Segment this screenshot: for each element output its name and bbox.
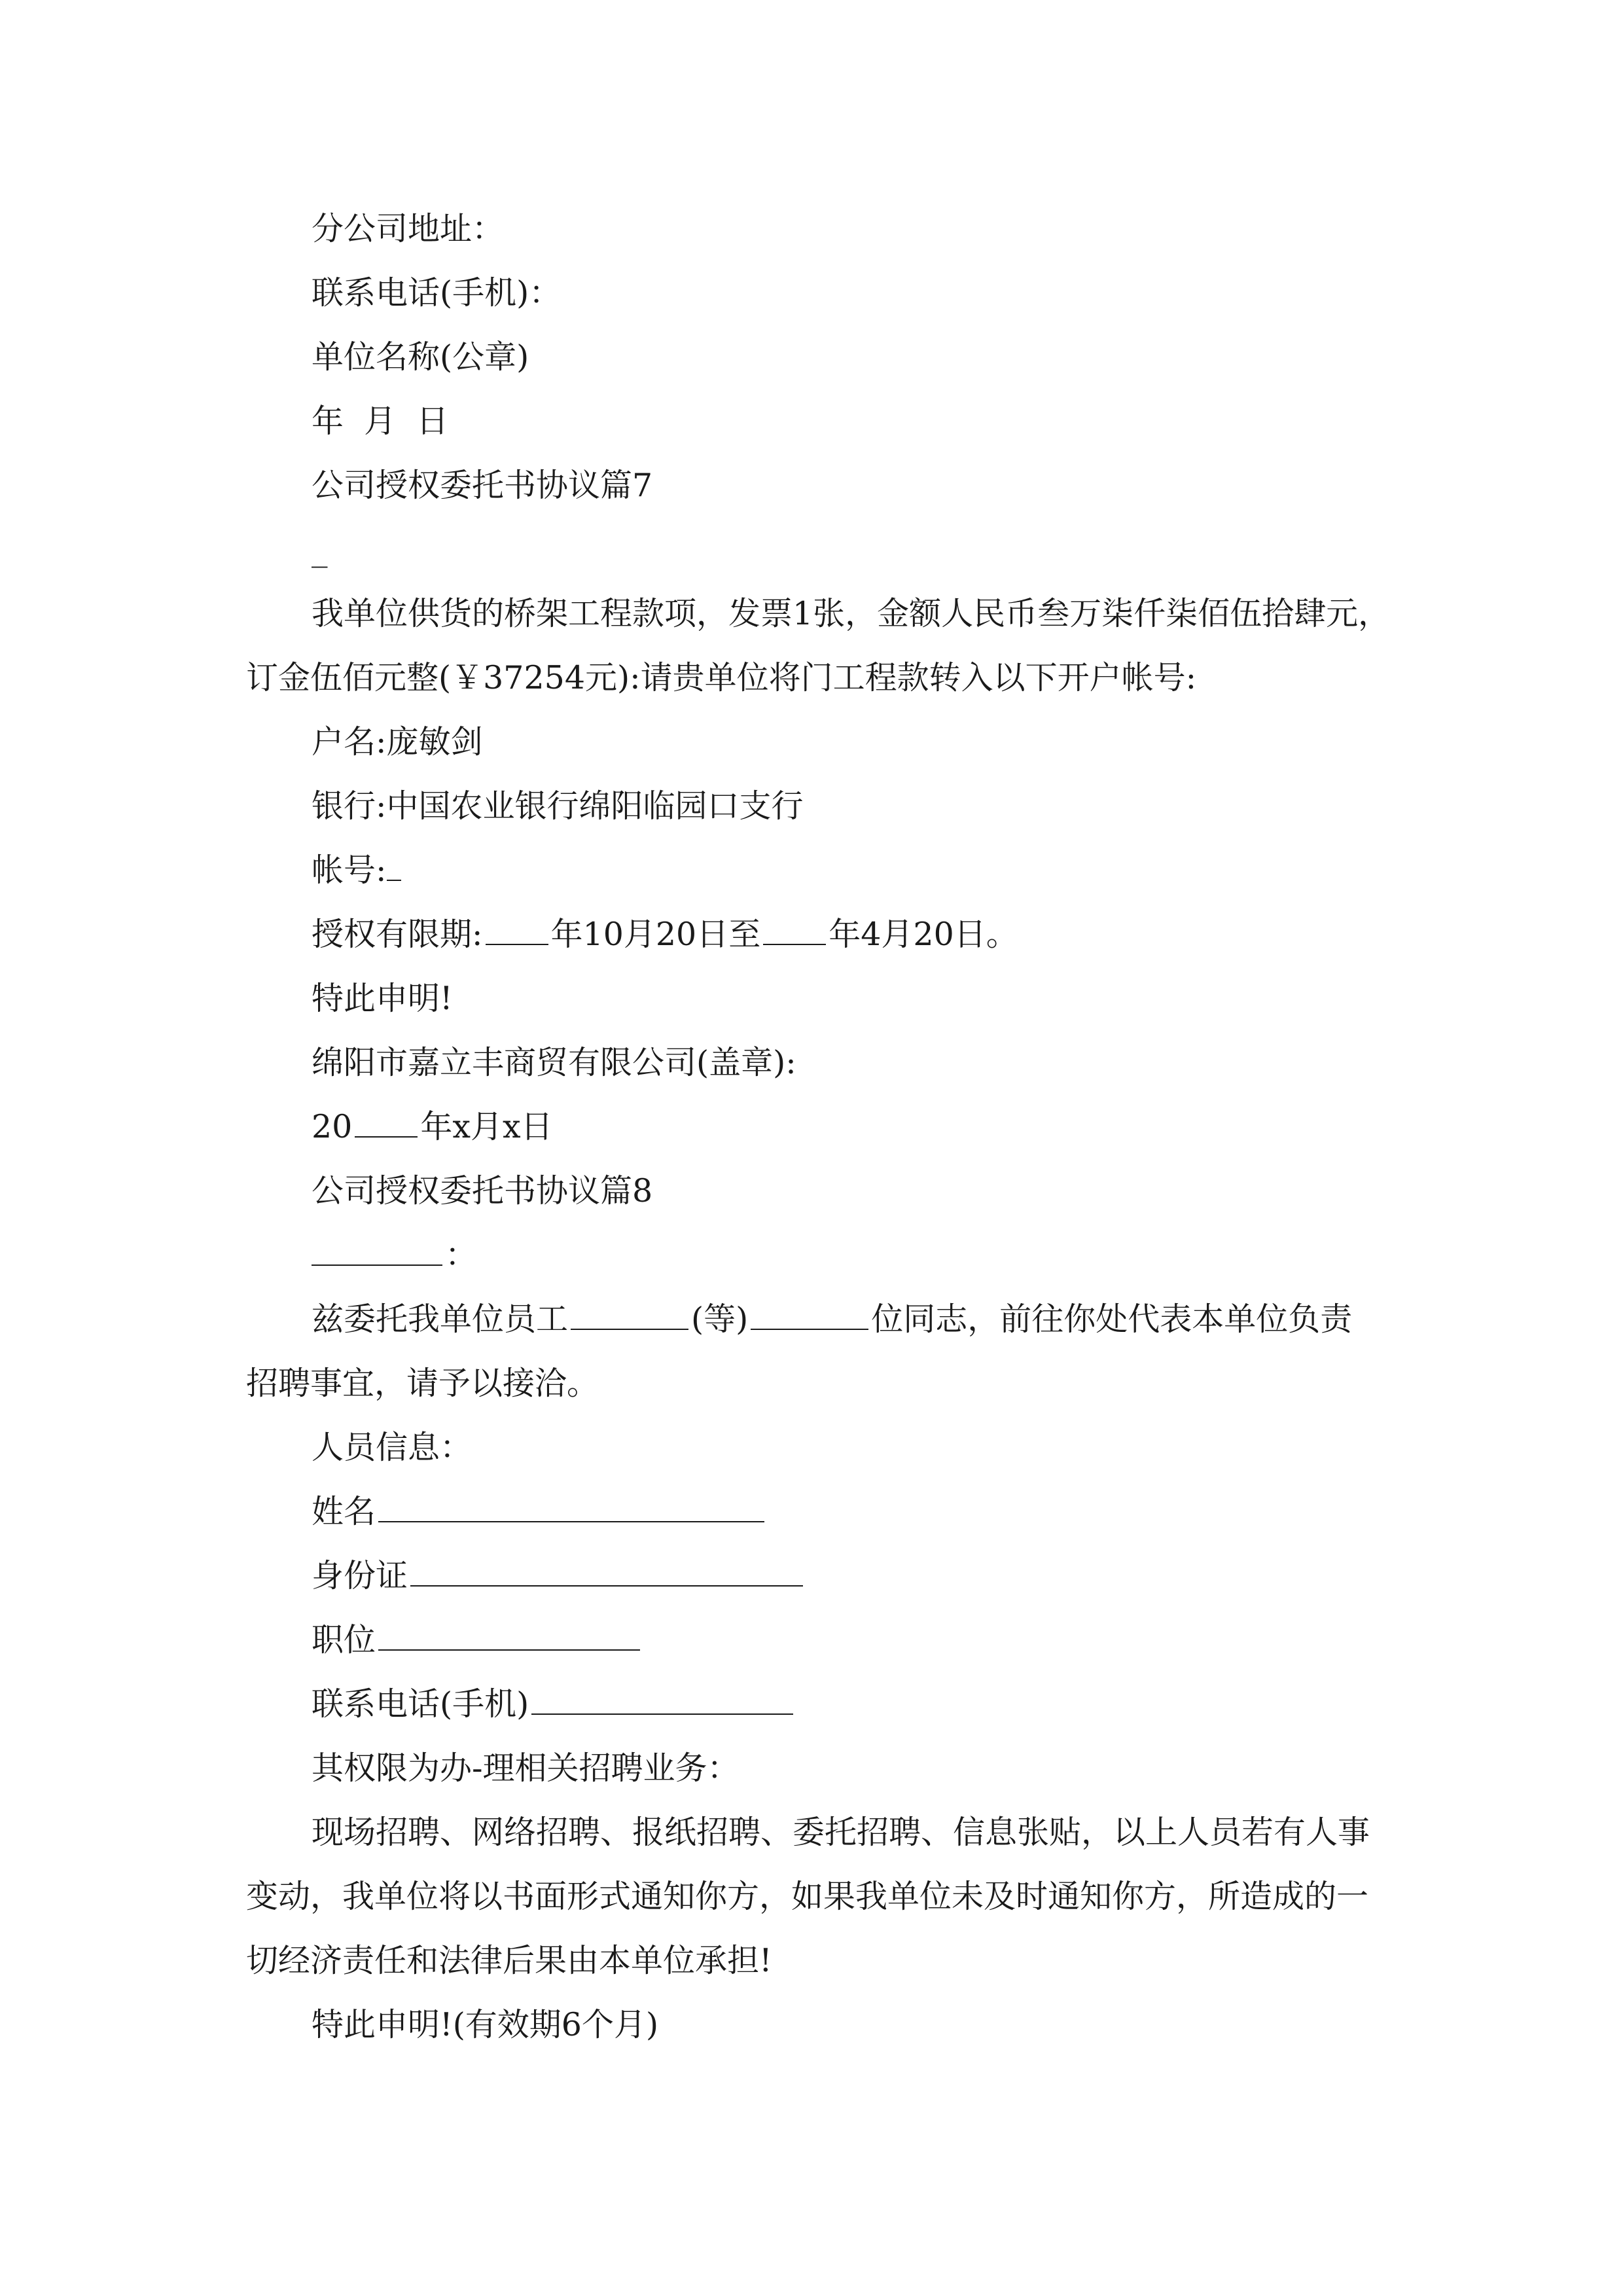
- para1-part1: 兹委托我单位员工: [312, 1300, 569, 1338]
- account-number-label: 帐号:: [312, 852, 387, 889]
- employee-count-blank: [751, 1306, 868, 1330]
- date-suffix: 年x月x日: [420, 1108, 553, 1145]
- branch-address-label: 分公司地址：: [312, 210, 505, 247]
- section7-declaration: 特此申明!: [312, 980, 453, 1017]
- position-blank: [378, 1627, 640, 1651]
- id-blank: [410, 1563, 803, 1587]
- section8-title: 公司授权委托书协议篇8: [312, 1172, 653, 1210]
- phone-blank: [531, 1691, 793, 1715]
- position-label: 职位: [312, 1621, 376, 1659]
- id-row: [312, 1544, 1385, 1608]
- section7-paragraph-line1: 我单位供货的桥架工程款项，发票1张，金额人民币叁万柒仟柒佰伍拾肆元，: [312, 595, 1391, 632]
- name-label: 姓名: [312, 1493, 376, 1530]
- section7-paragraph-line2: 订金伍佰元整(￥37254元):请贵单位将门工程款转入以下开户帐号:: [246, 659, 1197, 696]
- section8-paragraph-line2: 招聘事宜，请予以接洽。: [246, 1365, 599, 1402]
- section8-paragraph2-line3: 切经济责任和法律后果由本单位承担!: [246, 1942, 772, 1979]
- account-number-blank: [387, 857, 401, 881]
- section8-paragraph-line1: [312, 1287, 1385, 1352]
- id-label: 身份证: [312, 1557, 408, 1594]
- date-prefix: 20: [312, 1108, 353, 1145]
- validity-suffix: 年4月20日。: [829, 916, 1018, 953]
- phone-row: [312, 1672, 1385, 1736]
- section8-addressee-row: [312, 1223, 1385, 1287]
- company-seal-line: 绵阳市嘉立丰商贸有限公司(盖章):: [312, 1044, 796, 1081]
- section7-date-row: [312, 1095, 1385, 1159]
- account-name: 户名:庞敏剑: [312, 723, 483, 761]
- addressee-blank: [312, 1242, 442, 1266]
- validity-end-year-blank: [763, 922, 826, 945]
- bank-name: 银行:中国农业银行绵阳临园口支行: [312, 787, 804, 825]
- section8-paragraph2-line2: 变动，我单位将以书面形式通知你方，如果我单位未及时通知你方，所造成的一: [246, 1878, 1369, 1915]
- unit-name-seal-label: 单位名称(公章): [312, 338, 529, 376]
- contact-phone-label: 联系电话(手机)：: [312, 274, 562, 312]
- date-line: 年 月 日: [312, 403, 449, 440]
- scope-line: 其权限为办-理相关招聘业务：: [312, 1749, 740, 1787]
- validity-start-year-blank: [486, 922, 548, 945]
- validity-prefix: 授权有限期:: [312, 916, 483, 953]
- employee-name-blank: [571, 1306, 688, 1330]
- name-row: [312, 1480, 1385, 1544]
- section7-addressee-mark: _: [312, 531, 328, 568]
- validity-period-row: [312, 903, 1385, 967]
- date-year-blank: [355, 1114, 418, 1138]
- section8-declaration: 特此申明!(有效期6个月): [312, 2006, 659, 2043]
- section8-paragraph2-line1: 现场招聘、网络招聘、报纸招聘、委托招聘、信息张贴，以上人员若有人事: [312, 1814, 1370, 1851]
- section7-title: 公司授权委托书协议篇7: [312, 467, 653, 504]
- name-blank: [378, 1499, 764, 1522]
- validity-mid: 年10月20日至: [550, 916, 761, 953]
- para1-part3: 位同志，前往你处代表本单位负责: [871, 1300, 1353, 1338]
- account-number-row: [312, 838, 1385, 903]
- phone-label: 联系电话(手机): [312, 1685, 529, 1723]
- addressee-colon: ：: [445, 1236, 478, 1274]
- position-row: [312, 1608, 1385, 1672]
- personnel-info-label: 人员信息：: [312, 1429, 473, 1466]
- para1-part2: (等): [691, 1300, 749, 1338]
